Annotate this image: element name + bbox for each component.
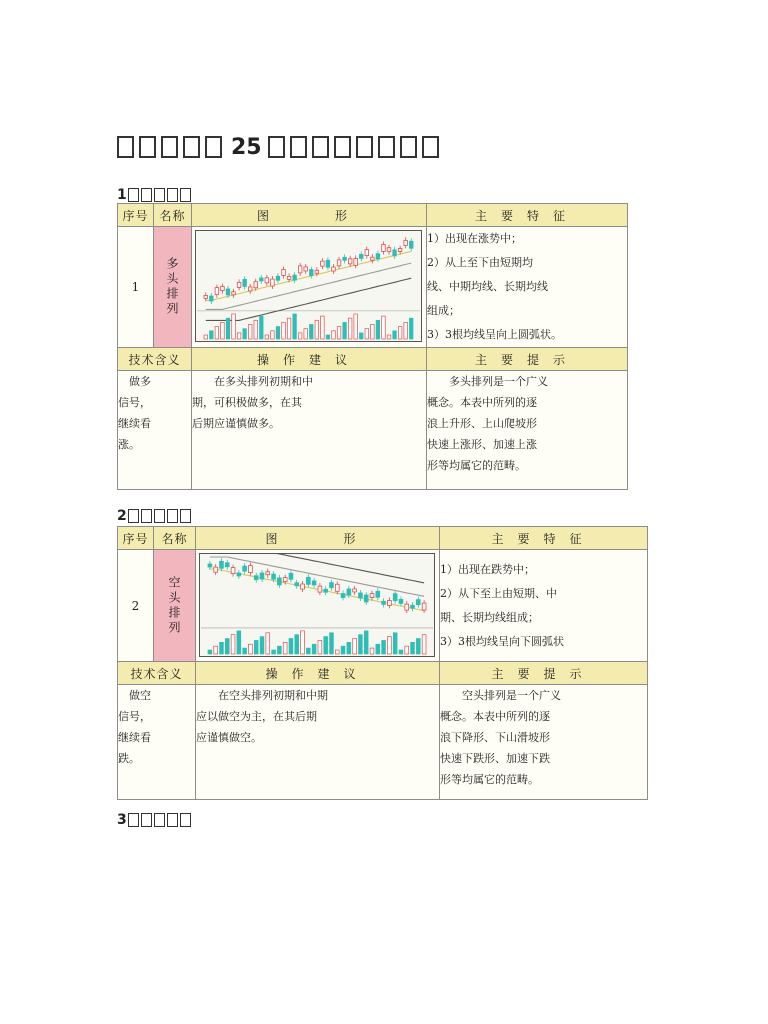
candle-body (266, 572, 270, 575)
missing-glyph (180, 813, 191, 827)
candle-body (347, 589, 351, 595)
candle-body (321, 261, 325, 266)
missing-glyph (312, 136, 329, 158)
header-features: 主要特征 (427, 204, 628, 227)
header-meaning: 技术含义 (118, 348, 192, 371)
volume-bar (265, 335, 269, 339)
feature-line: 3）3根均线呈向上圆弧状。 (427, 328, 562, 341)
candle-body (335, 584, 339, 591)
section-number: 3 (117, 812, 127, 828)
candle-body (204, 295, 208, 298)
candle-body (276, 276, 280, 280)
volume-bar (266, 633, 270, 654)
missing-glyph (139, 136, 156, 158)
candle-body (411, 605, 415, 608)
volume-bar (271, 331, 275, 339)
volume-bar (226, 318, 230, 339)
main-tips: 多头排列是一个广义 概念。本表中所列的逐 浪上升形、上山爬坡形 快速上涨形、加速上涨 形等均属它的范畴。 (427, 371, 628, 490)
header-index: 序号 (118, 204, 154, 227)
feature-line: 1）出现在跌势中； (440, 562, 535, 576)
candle-body (221, 287, 225, 291)
candle-body (359, 593, 363, 598)
candle-body (226, 289, 230, 295)
volume-bar (422, 635, 426, 654)
missing-glyph (290, 136, 307, 158)
candle-body (348, 259, 352, 264)
technical-meaning: 做多 信号， 继续看 涨。 (118, 371, 192, 490)
volume-bar (215, 327, 219, 339)
volume-bar (376, 644, 380, 654)
header-features: 主要特征 (440, 527, 648, 550)
candlestick-chart (195, 230, 422, 342)
candle-body (287, 276, 291, 279)
candlestick-chart (199, 553, 435, 657)
volume-bar (365, 329, 369, 339)
candle-body (343, 257, 347, 260)
volume-bar (293, 314, 297, 339)
main-tips: 空头排列是一个广义 概念。本表中所列的逐 浪下降形、下山滑坡形 快速下跌形、加速下跌 形等均属它的范畴。 (440, 685, 648, 800)
candle-body (354, 258, 358, 265)
pattern-table-bearish (117, 526, 648, 800)
volume-bar (221, 322, 225, 339)
candle-body (277, 578, 281, 585)
volume-bar (318, 640, 322, 654)
candle-body (371, 257, 375, 260)
volume-bar (237, 631, 241, 654)
candle-body (243, 279, 247, 286)
candle-body (353, 589, 357, 592)
page-title (117, 131, 577, 163)
volume-bar (208, 650, 212, 654)
volume-bar (409, 318, 413, 339)
candle-body (231, 568, 235, 574)
header-tips: 主要提示 (440, 662, 648, 685)
volume-bar (376, 320, 380, 339)
missing-glyph (180, 188, 191, 202)
volume-bar (359, 333, 363, 339)
volume-bar (214, 646, 218, 654)
volume-bar (382, 316, 386, 339)
candle-body (398, 248, 402, 251)
missing-glyph (128, 188, 139, 202)
missing-glyph (128, 509, 139, 523)
candle-body (254, 576, 258, 580)
missing-glyph (356, 136, 373, 158)
missing-glyph (141, 813, 152, 827)
section-number: 1 (117, 187, 127, 203)
candle-body (399, 599, 403, 603)
volume-bar (277, 646, 281, 654)
volume-bar (347, 642, 351, 654)
volume-bar (295, 635, 299, 654)
title-number: 25 (231, 134, 262, 160)
volume-bar (310, 324, 314, 339)
feature-line: 线、中期均线、长期均线 (427, 280, 548, 293)
volume-bar (398, 327, 402, 339)
missing-glyph (334, 136, 351, 158)
volume-bar (348, 318, 352, 339)
missing-glyph (167, 509, 178, 523)
volume-bar (306, 648, 310, 654)
volume-bar (231, 635, 235, 654)
candle-body (422, 603, 426, 610)
candle-body (405, 604, 409, 610)
volume-bar (304, 329, 308, 339)
volume-bar (364, 631, 368, 654)
volume-bar (370, 648, 374, 654)
candle-body (248, 287, 252, 291)
missing-glyph (378, 136, 395, 158)
candle-body (306, 577, 310, 584)
volume-bar (359, 635, 363, 654)
pattern-name: 多头排列 (165, 257, 179, 317)
volume-bar (399, 650, 403, 654)
candle-body (260, 278, 264, 281)
volume-bar (204, 335, 208, 339)
missing-glyph (141, 509, 152, 523)
volume-bar (330, 633, 334, 654)
section-heading-3 (117, 811, 192, 829)
volume-bar (249, 644, 253, 654)
candle-body (210, 296, 214, 301)
candle-body (310, 270, 314, 276)
volume-bar (254, 640, 258, 654)
candle-body (341, 594, 345, 598)
candle-body (295, 583, 299, 586)
volume-bar (387, 637, 391, 654)
missing-glyph (167, 813, 178, 827)
missing-glyph (154, 509, 165, 523)
header-figure: 图 形 (192, 204, 427, 227)
candle-body (260, 573, 264, 579)
candle-body (237, 573, 241, 576)
operation-advice: 在多头排列初期和中 期，可积极做多，在其 后期应谨慎做多。 (192, 371, 427, 490)
candle-body (293, 275, 297, 280)
figure-cell (192, 227, 427, 348)
volume-bar (272, 650, 276, 654)
pattern-name-cell (154, 550, 196, 662)
volume-bar (243, 329, 247, 339)
header-index: 序号 (118, 527, 154, 550)
header-advice: 操作建议 (192, 348, 427, 371)
volume-bar (393, 331, 397, 339)
technical-meaning: 做空 信号， 继续看 跌。 (118, 685, 196, 800)
feature-line: 2）从下至上由短期、中 (440, 586, 557, 600)
candle-body (208, 564, 212, 567)
volume-bar (411, 642, 415, 654)
volume-bar (210, 331, 214, 339)
pattern-name-cell (154, 227, 192, 348)
candle-body (376, 591, 380, 597)
volume-bar (289, 639, 293, 654)
feature-line: 期、长期均线组成； (440, 610, 539, 624)
volume-bar (387, 335, 391, 339)
candle-body (409, 241, 413, 248)
volume-bar (354, 314, 358, 339)
volume-bar (260, 637, 264, 654)
candle-body (225, 563, 229, 567)
feature-line: 1）出现在涨势中； (427, 232, 522, 245)
candle-body (301, 584, 305, 589)
volume-bar (321, 316, 325, 339)
volume-bar (282, 322, 286, 339)
candle-body (370, 594, 374, 598)
volume-bar (393, 633, 397, 654)
volume-bar (220, 642, 224, 654)
missing-glyph (400, 136, 417, 158)
volume-bar (312, 644, 316, 654)
volume-bar (298, 333, 302, 339)
candle-body (376, 254, 380, 259)
header-figure: 图 形 (196, 527, 440, 550)
candle-body (364, 595, 368, 602)
missing-glyph (161, 136, 178, 158)
missing-glyph (422, 136, 439, 158)
volume-bar (301, 631, 305, 654)
candle-body (298, 266, 302, 273)
volume-bar (416, 639, 420, 654)
pattern-name: 空头排列 (167, 575, 181, 636)
volume-bar (335, 650, 339, 654)
figure-cell (196, 550, 440, 662)
header-advice: 操作建议 (196, 662, 440, 685)
candle-body (237, 282, 241, 287)
candle-body (393, 594, 397, 601)
volume-bar (382, 640, 386, 654)
missing-glyph (128, 813, 139, 827)
missing-glyph (117, 136, 134, 158)
missing-glyph (141, 188, 152, 202)
volume-bar (276, 327, 280, 339)
volume-bar (341, 646, 345, 654)
candle-body (265, 278, 269, 283)
missing-glyph (167, 188, 178, 202)
volume-bar (315, 320, 319, 339)
feature-line: 3）3根均线呈向下圆弧状 (440, 634, 564, 648)
volume-bar (283, 642, 287, 654)
candle-body (387, 248, 391, 252)
candle-body (318, 586, 322, 592)
missing-glyph (268, 136, 285, 158)
volume-bar (326, 335, 330, 339)
candle-body (359, 254, 363, 258)
feature-line: 2）从上至下由短期均 (427, 256, 533, 269)
candle-body (304, 267, 308, 271)
candle-body (382, 244, 386, 251)
row-index: 1 (118, 227, 154, 348)
volume-bar (337, 327, 341, 339)
candle-body (232, 292, 236, 295)
candle-body (214, 567, 218, 572)
volume-bar (260, 316, 264, 339)
section-heading-1 (117, 186, 192, 204)
volume-bar (225, 639, 229, 654)
section-number: 2 (117, 508, 127, 524)
missing-glyph (205, 136, 222, 158)
candle-body (249, 566, 253, 573)
operation-advice: 在空头排列初期和中期 应以做空为主，在其后期 应谨慎做空。 (196, 685, 440, 800)
candle-body (330, 583, 334, 588)
volume-bar (232, 314, 236, 339)
header-meaning: 技术含义 (118, 662, 196, 685)
volume-bar (371, 324, 375, 339)
candle-body (272, 574, 276, 579)
candle-body (220, 561, 224, 568)
missing-glyph (154, 188, 165, 202)
candle-body (283, 578, 287, 582)
candle-body (271, 279, 275, 286)
feature-line: 组成； (427, 304, 460, 317)
candle-body (337, 260, 341, 266)
header-tips: 主要提示 (427, 348, 628, 371)
volume-bar (237, 333, 241, 339)
candle-body (324, 589, 328, 592)
candle-body (382, 601, 386, 604)
candle-body (289, 573, 293, 579)
candle-body (416, 600, 420, 605)
candle-body (282, 269, 286, 275)
features-cell (440, 550, 648, 662)
volume-bar (254, 320, 258, 339)
section-heading-2 (117, 507, 192, 525)
missing-glyph (180, 509, 191, 523)
missing-glyph (183, 136, 200, 158)
row-index: 2 (118, 550, 154, 662)
candle-body (332, 267, 336, 271)
header-name: 名称 (154, 527, 196, 550)
candle-body (254, 282, 258, 288)
candle-body (312, 581, 316, 585)
volume-bar (343, 322, 347, 339)
volume-bar (243, 648, 247, 654)
candle-body (215, 288, 219, 295)
candle-body (243, 566, 247, 571)
volume-bar (287, 318, 291, 339)
volume-bar (405, 646, 409, 654)
candle-body (326, 260, 330, 267)
volume-bar (353, 639, 357, 654)
candle-body (404, 240, 408, 245)
features-cell (427, 227, 628, 348)
pattern-table-bullish (117, 203, 628, 490)
missing-glyph (154, 813, 165, 827)
volume-bar (248, 324, 252, 339)
candle-body (365, 250, 369, 256)
volume-bar (404, 322, 408, 339)
candle-body (387, 600, 391, 605)
volume-bar (324, 637, 328, 654)
candle-body (315, 270, 319, 273)
header-name: 名称 (154, 204, 192, 227)
volume-bar (332, 331, 336, 339)
candle-body (393, 250, 397, 256)
